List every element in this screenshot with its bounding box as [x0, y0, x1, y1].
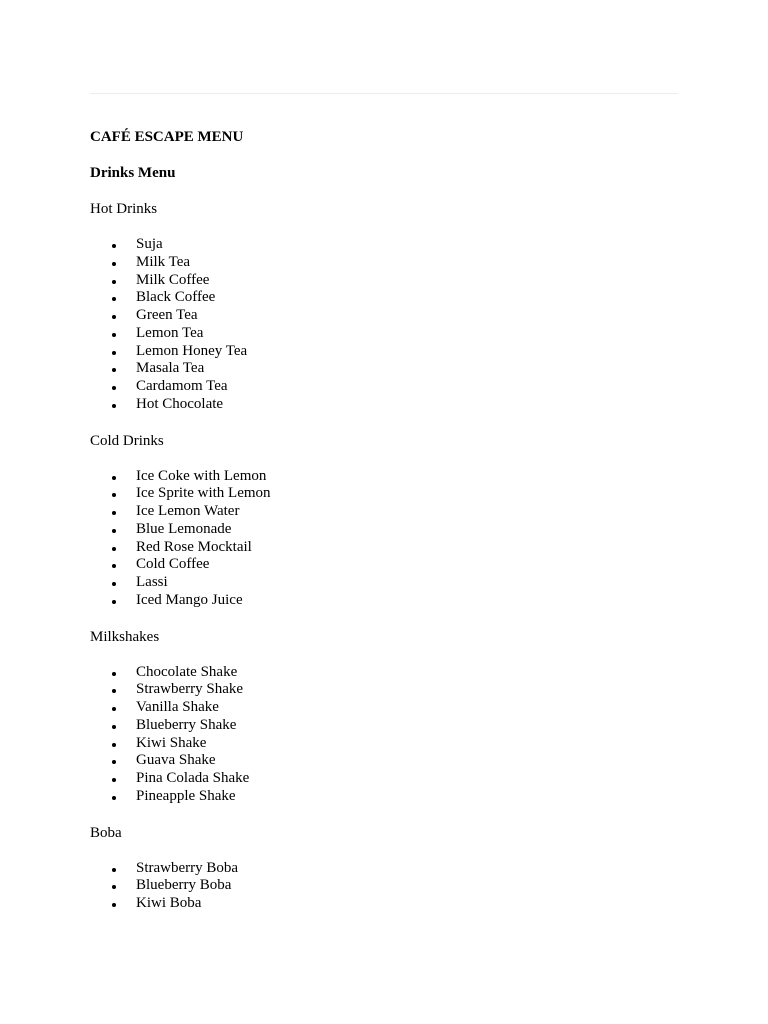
menu-item — [90, 681, 678, 699]
section-heading: Boba — [90, 824, 122, 841]
document-title: CAFÉ ESCAPE MENU — [90, 129, 244, 145]
menu-item-label: Pina Colada Shake — [136, 770, 250, 786]
menu-item — [90, 468, 678, 486]
bullet-icon — [112, 404, 116, 408]
menu-item-label: Lassi — [136, 574, 168, 590]
bullet-icon — [112, 760, 116, 764]
menu-item-label: Blue Lemonade — [136, 520, 232, 537]
menu-sections — [90, 200, 678, 913]
menu-item — [90, 788, 678, 806]
menu-item-label: Cardamom Tea — [136, 378, 228, 394]
bullet-icon — [112, 244, 116, 248]
bullet-icon — [112, 743, 116, 747]
bullet-icon — [112, 511, 116, 515]
menu-item — [90, 325, 678, 343]
bullet-icon — [112, 796, 116, 800]
bullet-icon — [112, 297, 116, 301]
bullet-icon — [112, 689, 116, 693]
menu-item-label: Strawberry Boba — [136, 859, 239, 876]
bullet-icon — [112, 725, 116, 729]
menu-item-label: Suja — [136, 236, 163, 252]
menu-item — [90, 485, 678, 503]
menu-item — [90, 877, 678, 895]
section-heading: Hot Drinks — [90, 201, 158, 217]
bullet-icon — [112, 778, 116, 782]
menu-item-label: Blueberry Shake — [136, 716, 237, 733]
menu-item — [90, 895, 678, 913]
menu-item-label: Cold Coffee — [136, 556, 210, 573]
bullet-icon — [112, 600, 116, 604]
bullet-icon — [112, 368, 116, 372]
section-heading: Cold Drinks — [90, 432, 164, 449]
menu-item-label: Pineapple Shake — [136, 787, 236, 804]
menu-item-label: Iced Mango Juice — [136, 591, 243, 608]
bullet-icon — [112, 903, 116, 907]
menu-item-label: Masala Tea — [136, 360, 205, 377]
menu-item-label: Ice Coke with Lemon — [136, 467, 267, 484]
menu-item-label: Milk Coffee — [136, 271, 210, 288]
menu-item — [90, 343, 678, 361]
menu-item-label: Guava Shake — [136, 752, 216, 769]
bullet-icon — [112, 386, 116, 390]
menu-item-label: Red Rose Mocktail — [136, 538, 252, 555]
menu-item — [90, 770, 678, 788]
menu-item — [90, 236, 678, 254]
menu-item-list — [90, 236, 678, 414]
menu-item-label: Green Tea — [136, 307, 198, 323]
bullet-icon — [112, 262, 116, 266]
menu-item-label: Vanilla Shake — [136, 699, 219, 715]
bullet-icon — [112, 529, 116, 533]
menu-item — [90, 699, 678, 717]
menu-item — [90, 503, 678, 521]
menu-item — [90, 378, 678, 396]
menu-item-label: Kiwi Boba — [136, 895, 202, 911]
menu-item-label: Milk Tea — [136, 253, 191, 270]
menu-item — [90, 735, 678, 753]
bullet-icon — [112, 868, 116, 872]
bullet-icon — [112, 582, 116, 586]
bullet-icon — [112, 280, 116, 284]
menu-item-label: Ice Sprite with Lemon — [136, 485, 271, 502]
menu-item — [90, 664, 678, 682]
menu-item-label: Ice Lemon Water — [136, 503, 240, 519]
menu-item — [90, 592, 678, 610]
bullet-icon — [112, 564, 116, 568]
bullet-icon — [112, 315, 116, 319]
menu-item — [90, 307, 678, 325]
menu-item-label: Chocolate Shake — [136, 663, 238, 680]
menu-item — [90, 521, 678, 539]
menu-item-label: Hot Chocolate — [136, 395, 224, 412]
menu-item-label: Black Coffee — [136, 289, 216, 306]
bullet-icon — [112, 885, 116, 889]
menu-item — [90, 272, 678, 290]
section-heading: Milkshakes — [90, 628, 160, 645]
menu-item-label: Lemon Tea — [136, 324, 204, 341]
menu-item — [90, 396, 678, 414]
menu-item — [90, 860, 678, 878]
menu-item-label: Strawberry Shake — [136, 681, 244, 698]
menu-item-label: Lemon Honey Tea — [136, 342, 248, 359]
menu-item — [90, 717, 678, 735]
menu-item-list — [90, 664, 678, 806]
menu-item — [90, 360, 678, 378]
bullet-icon — [112, 547, 116, 551]
menu-item — [90, 539, 678, 557]
bullet-icon — [112, 672, 116, 676]
menu-item — [90, 556, 678, 574]
menu-item — [90, 289, 678, 307]
menu-item-list — [90, 860, 678, 913]
bullet-icon — [112, 333, 116, 337]
top-divider — [90, 93, 678, 94]
document-content — [90, 128, 678, 931]
menu-item-label: Blueberry Boba — [136, 877, 232, 894]
menu-item-label: Kiwi Shake — [136, 734, 207, 751]
menu-item — [90, 574, 678, 592]
menu-item — [90, 254, 678, 272]
bullet-icon — [112, 707, 116, 711]
bullet-icon — [112, 351, 116, 355]
menu-item-list — [90, 468, 678, 610]
bullet-icon — [112, 493, 116, 497]
menu-item — [90, 752, 678, 770]
document-subtitle: Drinks Menu — [90, 165, 176, 181]
bullet-icon — [112, 476, 116, 480]
